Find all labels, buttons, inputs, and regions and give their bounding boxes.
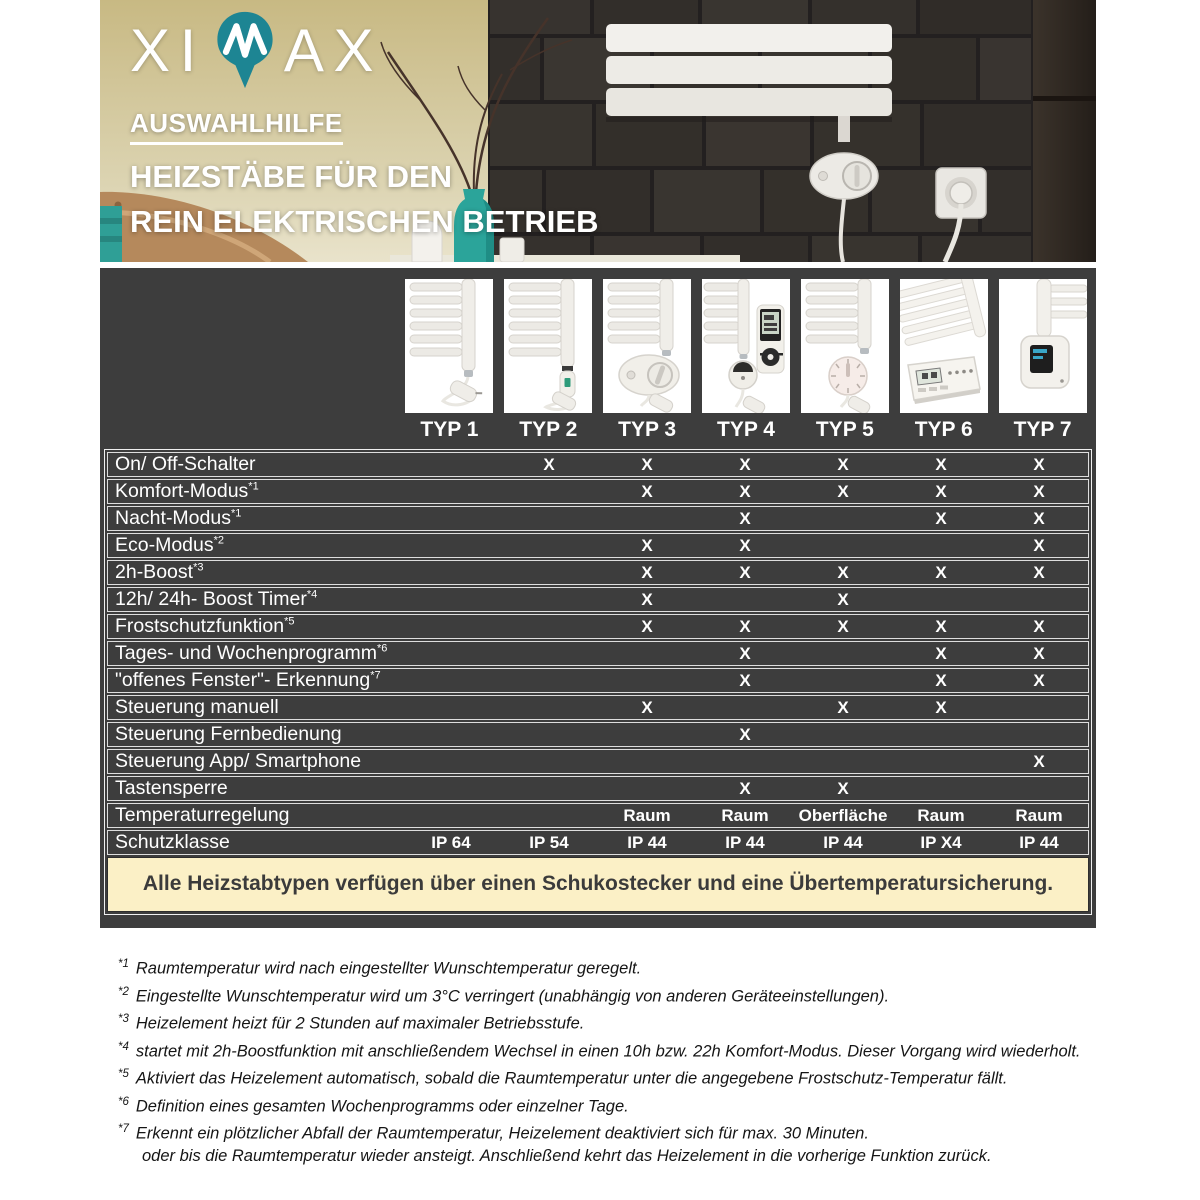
row-label: Temperaturregelung <box>115 804 290 826</box>
type-label-typ1: TYP 1 <box>420 418 479 441</box>
row-label: Tastensperre <box>115 777 228 799</box>
product-header-row <box>104 279 1092 449</box>
table-row-offenes-fenster: "offenes Fenster"- Erkennung$^{*7}$ X X X <box>107 668 1089 693</box>
footnote-1: $^{*1}$ Raumtemperatur wird nach eingestellter Wunschtemperatur geregelt. <box>118 958 642 978</box>
heating-rod-plain-photo <box>405 279 493 413</box>
heating-rod-smart-box-photo <box>999 279 1087 413</box>
footnote-4: $^{*4}$ startet mit 2h-Boostfunktion mit anschließendem Wechsel in einen 10h bzw. 22h Komfort-Modus. Dieser Vorgang wird wiederholt. <box>118 1040 1081 1060</box>
row-label: Steuerung App/ Smartphone <box>115 750 362 772</box>
table-row-eco-modus: Eco-Modus$^{*2}$ X X X <box>107 533 1089 558</box>
ximax-drop-m-logo-icon <box>214 10 276 90</box>
feature-matrix <box>104 449 1092 915</box>
product-column-typ5 <box>795 279 894 449</box>
heating-rod-dial-controller-photo <box>603 279 691 413</box>
heating-rod-control-panel-photo <box>900 279 988 413</box>
table-row-2h-boost: 2h-Boost$^{*3}$ X X X X X <box>107 560 1089 585</box>
hero-banner <box>100 0 1096 262</box>
footnotes <box>118 958 1096 1166</box>
eyebrow-title: AUSWAHLHILFE <box>130 108 343 145</box>
table-row-schutzklasse: Schutzklasse IP 64 IP 54 IP 44 IP 44 IP 44 IP X4 IP 44 <box>107 830 1089 855</box>
table-row-tastensperre: Tastensperre X X <box>107 776 1089 801</box>
furniture-panel <box>1033 0 1096 262</box>
row-label: Nacht-Modus <box>115 507 231 529</box>
row-label: On/ Off-Schalter <box>115 453 256 475</box>
footnote-7: $^{*7}$ Erkennt ein plötzlicher Abfall der Raumtemperatur, Heizelement deaktiviert sich für max. 30 Minuten. oder bis die Raumtemperatur wieder ansteigt. Anschließend kehrt das Heizelement in die vorherige Funktion zurück. <box>118 1123 1096 1166</box>
type-label-typ6: TYP 6 <box>914 418 973 441</box>
teal-towels <box>100 206 122 262</box>
table-row-wochenprogramm: Tages- und Wochenprogramm$^{*6}$ X X X <box>107 641 1089 666</box>
row-label: Steuerung manuell <box>115 696 279 718</box>
heating-rod-switch-photo <box>504 279 592 413</box>
product-column-typ6 <box>894 279 993 449</box>
table-row-temperaturregelung: Temperaturregelung Raum Raum Oberfläche Raum Raum <box>107 803 1089 828</box>
row-label: Schutzklasse <box>115 831 230 853</box>
row-label: Komfort-Modus <box>115 480 249 502</box>
page-title <box>130 155 598 245</box>
page <box>100 0 1096 1166</box>
table-row-steuerung-app: Steuerung App/ Smartphone X <box>107 749 1089 774</box>
footnote-7-line2: oder bis die Raumtemperatur wieder ansteigt. Anschließend kehrt das Heizelement in die vorherige Funktion zurück. <box>142 1146 992 1165</box>
row-label: Tages- und Wochenprogramm <box>115 642 377 664</box>
table-row-on-off-schalter: On/ Off-Schalter X X X X X X <box>107 452 1089 477</box>
footnote-3: $^{*3}$ Heizelement heizt für 2 Stunden auf maximaler Betriebsstufe. <box>118 1013 585 1033</box>
logo-text-left: XI <box>130 16 206 84</box>
title-line2: REIN ELEKTRISCHEN BETRIEB <box>130 203 599 239</box>
title-line1: HEIZSTÄBE FÜR DEN <box>130 159 453 194</box>
product-column-typ7 <box>993 279 1092 449</box>
logo-text-right: AX <box>283 16 384 84</box>
row-label: Frostschutzfunktion <box>115 615 285 637</box>
row-label: 12h/ 24h- Boost Timer <box>115 588 307 610</box>
type-label-typ2: TYP 2 <box>519 418 578 441</box>
footnote-6: $^{*6}$ Definition eines gesamten Wochenprogramms oder einzelner Tage. <box>118 1095 629 1115</box>
table-row-nacht-modus: Nacht-Modus$^{*1}$ X X X <box>107 506 1089 531</box>
radiator-panel <box>606 24 892 122</box>
hero-text <box>130 10 598 245</box>
type-label-typ7: TYP 7 <box>1013 418 1072 441</box>
type-label-typ4: TYP 4 <box>717 418 775 441</box>
product-column-typ1 <box>400 279 499 449</box>
row-label: "offenes Fenster"- Erkennung <box>115 669 371 691</box>
heating-rod-thermostat-dial-photo <box>801 279 889 413</box>
comparison-table <box>100 268 1096 928</box>
heating-rod-remote-control-photo <box>702 279 790 413</box>
table-row-steuerung-manuell: Steuerung manuell X X X <box>107 695 1089 720</box>
row-label: Steuerung Fernbedienung <box>115 723 342 745</box>
table-row-komfort-modus: Komfort-Modus$^{*1}$ X X X X X <box>107 479 1089 504</box>
product-column-typ2 <box>499 279 598 449</box>
footnote-5: $^{*5}$ Aktiviert das Heizelement automatisch, sobald die Raumtemperatur unter die angegebene Frostschutz-Temperatur fällt. <box>118 1068 1008 1088</box>
table-row-boost-timer: 12h/ 24h- Boost Timer$^{*4}$ X X <box>107 587 1089 612</box>
row-label: 2h-Boost <box>115 561 194 583</box>
product-column-typ4 <box>697 279 796 449</box>
table-row-steuerung-fernbedienung: Steuerung Fernbedienung X <box>107 722 1089 747</box>
table-row-frostschutz: Frostschutzfunktion$^{*5}$ X X X X X <box>107 614 1089 639</box>
schuko-note-banner: Alle Heizstabtypen verfügen über einen Schukostecker und eine Übertemperatursicherung. <box>107 857 1089 912</box>
ximax-logo <box>130 10 598 90</box>
product-column-typ3 <box>598 279 697 449</box>
type-label-typ3: TYP 3 <box>618 418 677 441</box>
row-label: Eco-Modus <box>115 534 214 556</box>
type-label-typ5: TYP 5 <box>815 418 874 441</box>
footnote-2: $^{*2}$ Eingestellte Wunschtemperatur wird um 3°C verringert (unabhängig von anderen Geräteeinstellungen). <box>118 985 890 1005</box>
